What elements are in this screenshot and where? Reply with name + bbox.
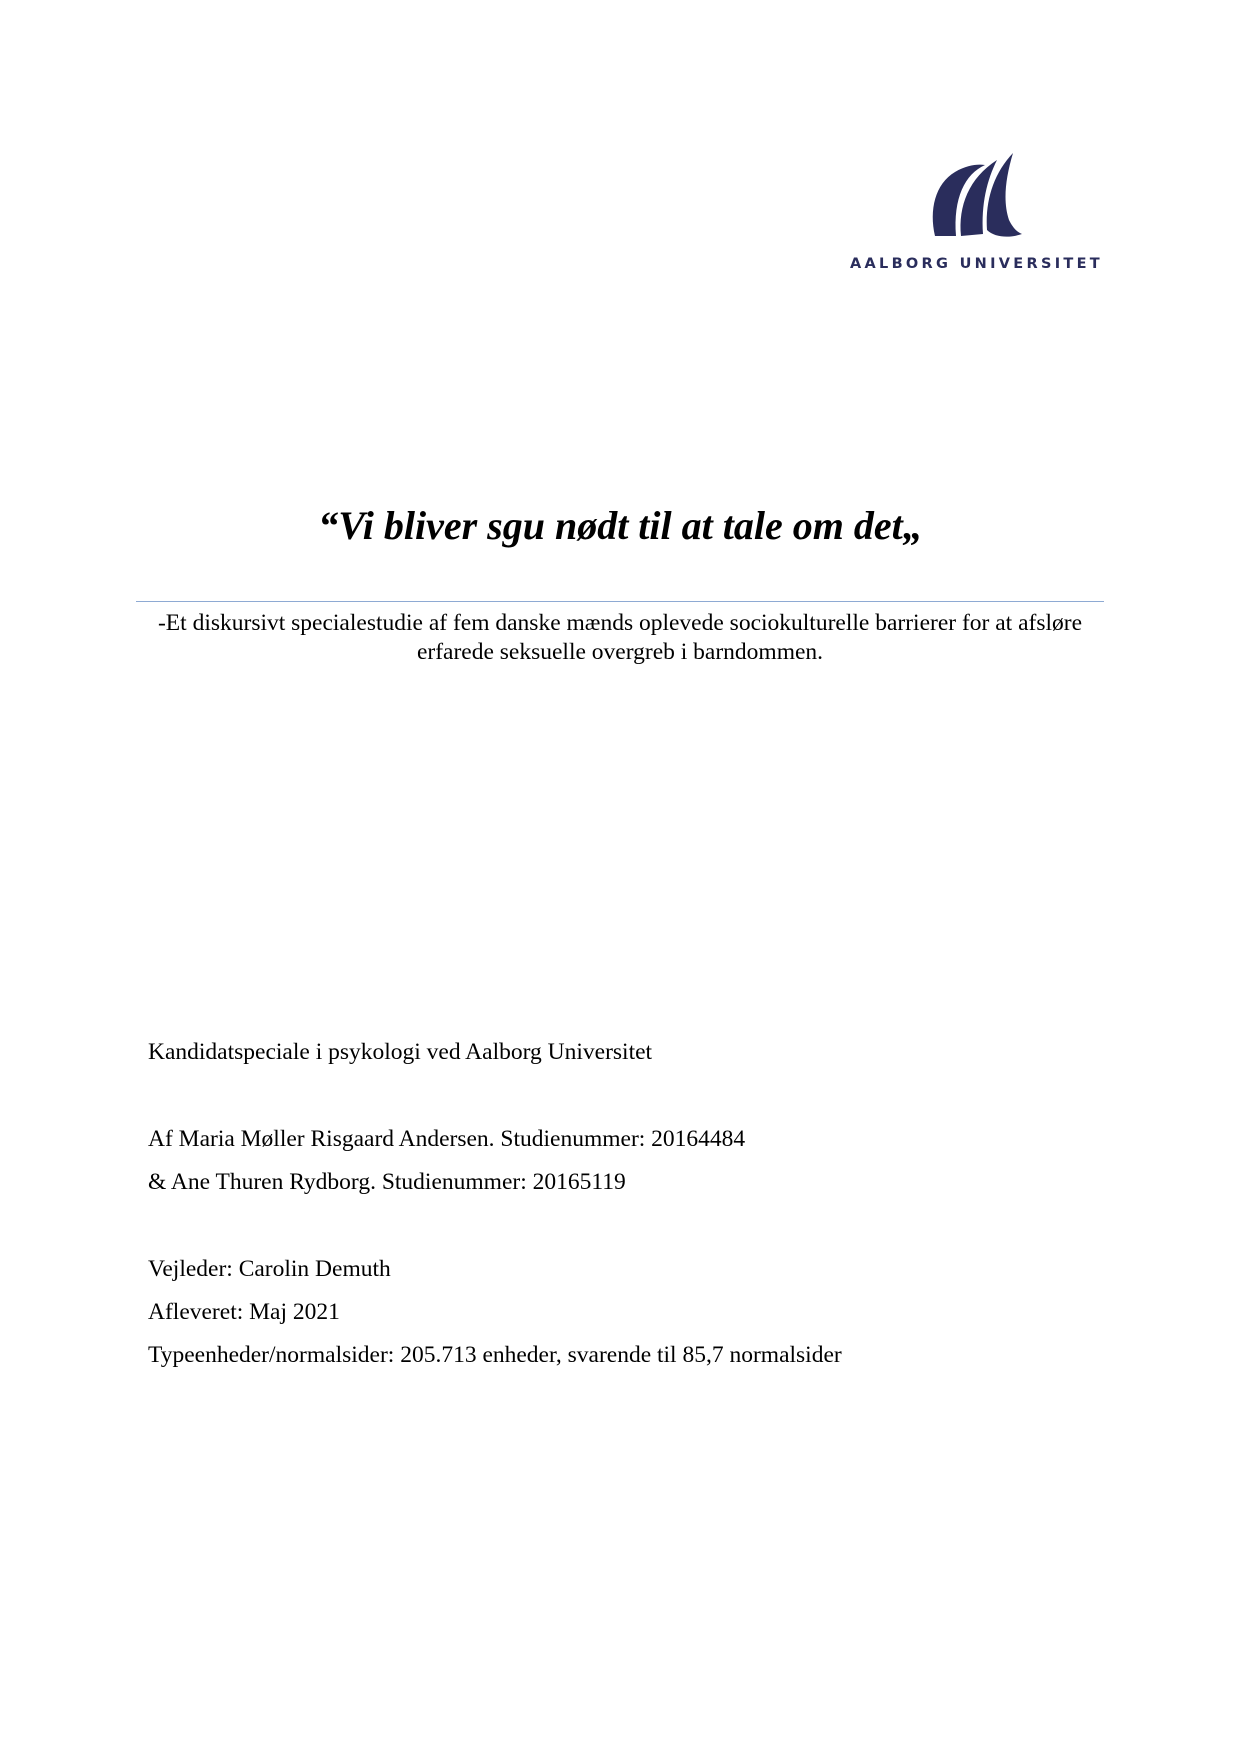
thesis-description: Kandidatspeciale i psykologi ved Aalborg Universitet bbox=[148, 1039, 653, 1065]
author-line-1: Af Maria Møller Risgaard Andersen. Studienummer: 20164484 bbox=[148, 1126, 746, 1152]
author-line-2: & Ane Thuren Rydborg. Studienummer: 20165119 bbox=[148, 1169, 626, 1195]
university-name: AALBORG UNIVERSITET bbox=[850, 256, 1103, 272]
document-subtitle: -Et diskursivt specialestudie af fem danske mænds oplevede sociokulturelle barrierer for at afsløre erfarede seksuelle overgreb i barndommen. bbox=[157, 610, 1083, 665]
document-title: “Vi bliver sgu nødt til at tale om det„ bbox=[318, 503, 923, 548]
title-divider bbox=[136, 601, 1104, 602]
length-line: Typeenheder/normalsider: 205.713 enheder, svarende til 85,7 normalsider bbox=[148, 1342, 842, 1368]
supervisor-line: Vejleder: Carolin Demuth bbox=[148, 1256, 391, 1282]
aalborg-university-logo-icon bbox=[925, 148, 1025, 238]
university-logo bbox=[850, 148, 1103, 283]
submission-date-line: Afleveret: Maj 2021 bbox=[148, 1299, 340, 1325]
